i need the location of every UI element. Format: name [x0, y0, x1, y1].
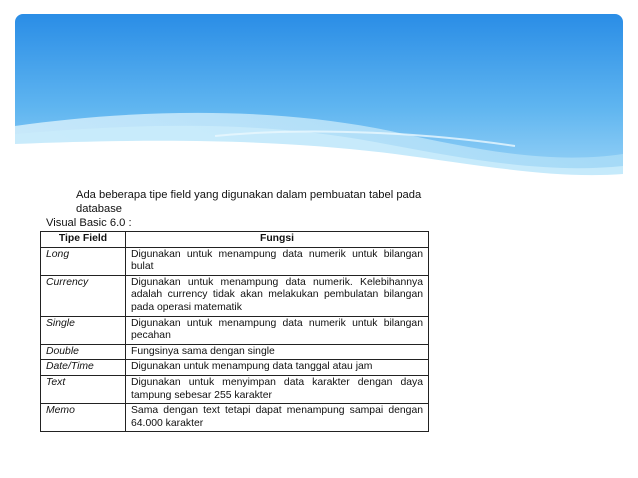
- table-row: [41, 275, 429, 316]
- cell-desc: Digunakan untuk menampung data numerik untuk bilangan pecahan: [126, 316, 429, 344]
- header-fungsi: Fungsi: [126, 232, 429, 248]
- table-row: [41, 344, 429, 360]
- table-row: [41, 375, 429, 403]
- intro-line-2: Visual Basic 6.0 :: [46, 217, 132, 229]
- table-row: [41, 247, 429, 275]
- header-wave-banner: [15, 14, 623, 184]
- cell-type: Double: [41, 344, 126, 360]
- cell-type: Memo: [41, 404, 126, 432]
- cell-type: Currency: [41, 275, 126, 316]
- intro-line-1: Ada beberapa tipe field yang digunakan dalam pembuatan tabel pada database: [76, 189, 422, 215]
- cell-desc: Fungsinya sama dengan single: [126, 344, 429, 360]
- cell-desc: Sama dengan text tetapi dapat menampung sampai dengan 64.000 karakter: [126, 404, 429, 432]
- table-header-row: [41, 232, 429, 248]
- field-types-table: [40, 231, 429, 432]
- cell-desc: Digunakan untuk menampung data numerik untuk bilangan bulat: [126, 247, 429, 275]
- cell-type: Text: [41, 375, 126, 403]
- cell-type: Long: [41, 247, 126, 275]
- cell-desc: Digunakan untuk menampung data tanggal atau jam: [126, 360, 429, 376]
- intro-paragraph: [46, 188, 466, 230]
- table-row: [41, 404, 429, 432]
- cell-type: Single: [41, 316, 126, 344]
- table-row: [41, 360, 429, 376]
- cell-type: Date/Time: [41, 360, 126, 376]
- header-tipe-field: Tipe Field: [41, 232, 126, 248]
- cell-desc: Digunakan untuk menampung data numerik. Kelebihannya adalah currency tidak akan melakukan pembulatan bilangan pada operasi matematik: [126, 275, 429, 316]
- cell-desc: Digunakan untuk menyimpan data karakter dengan daya tampung sebesar 255 karakter: [126, 375, 429, 403]
- table-row: [41, 316, 429, 344]
- wave-graphic: [15, 14, 623, 184]
